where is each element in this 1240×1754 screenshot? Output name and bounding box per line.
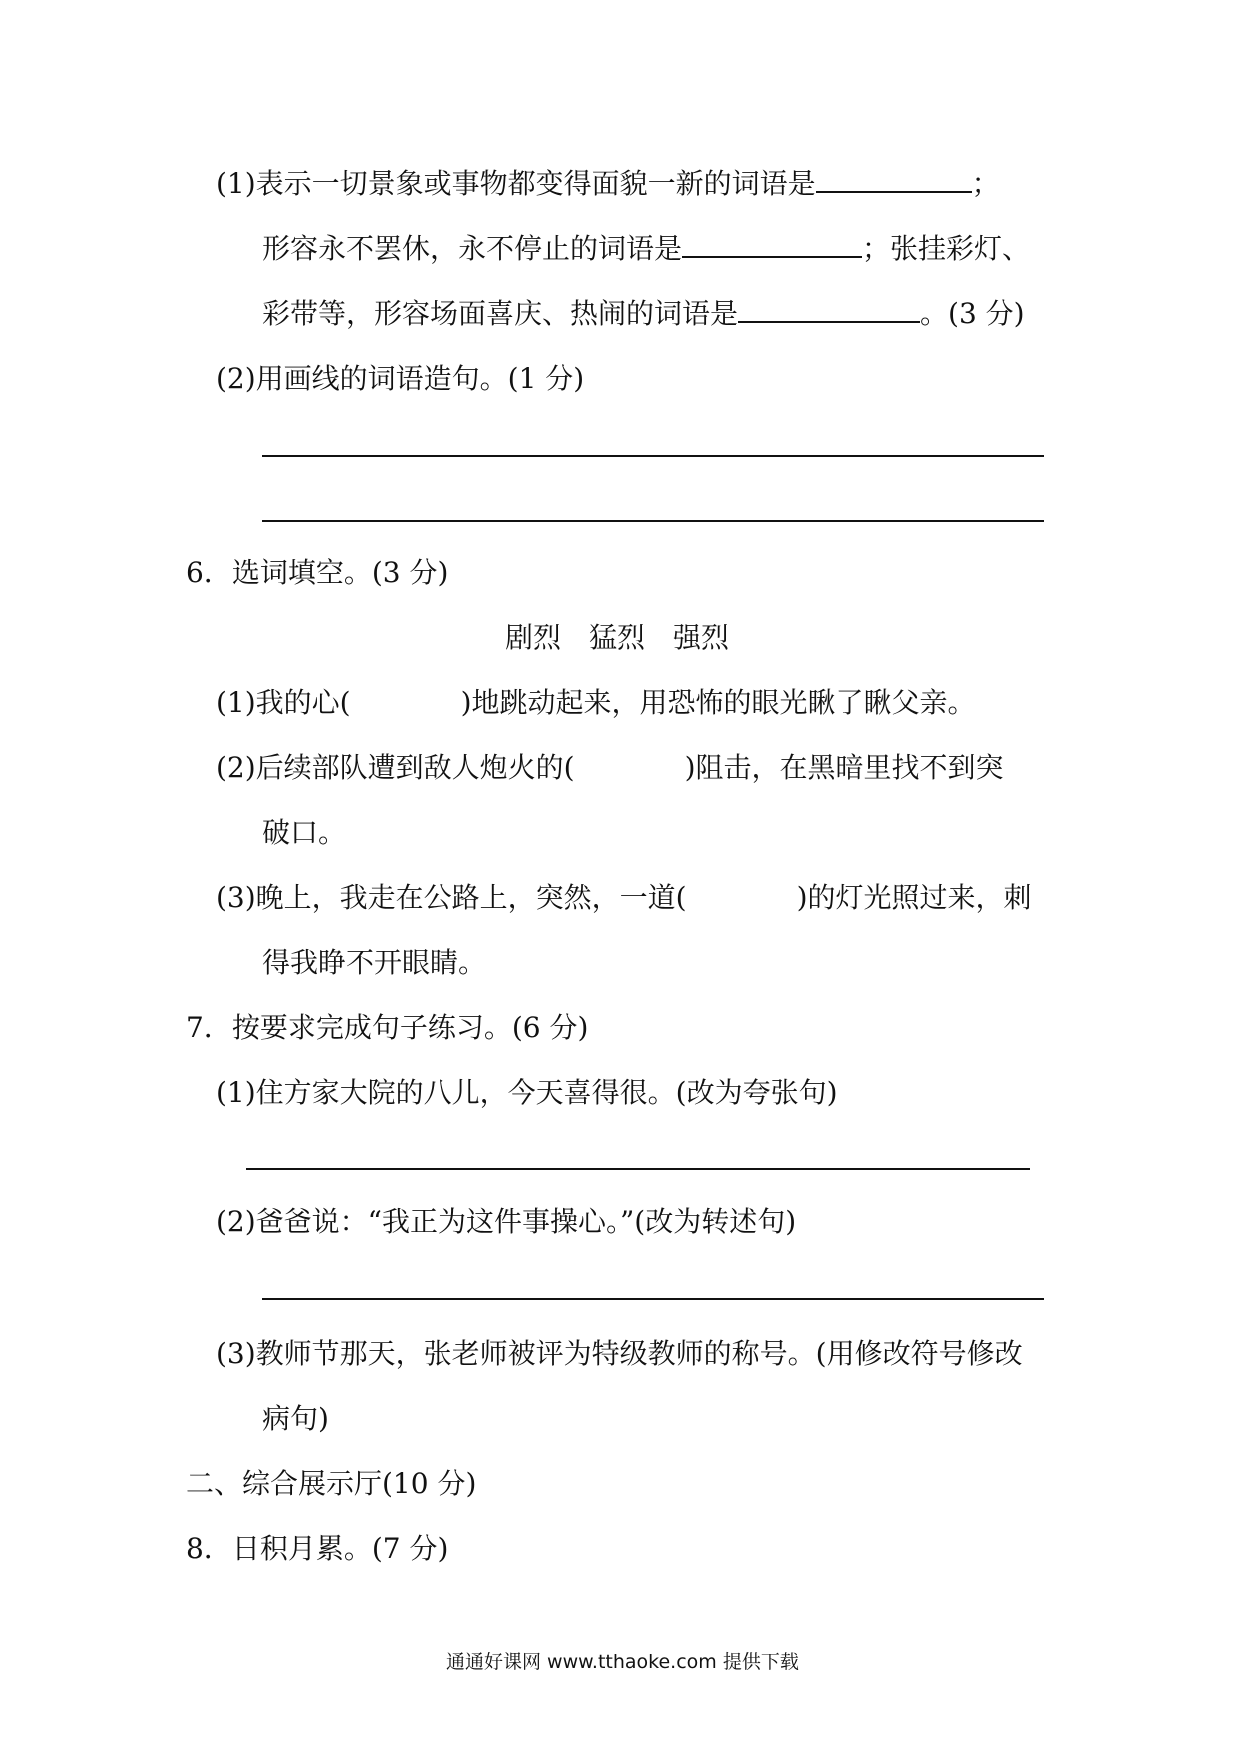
q5-part1-text-c: 彩带等，形容场面喜庆、热闹的词语是 — [262, 297, 739, 330]
q8-title: 8．日积月累。(7 分) — [186, 1532, 449, 1565]
answer-line-q7-2[interactable] — [262, 1298, 1044, 1300]
q6-s1-text-a: (1)我的心( — [216, 686, 351, 719]
q6-sentence-2-cont: 破口。 — [262, 816, 347, 849]
q6-s2-text-b: )阻击，在黑暗里找不到突 — [684, 751, 1004, 784]
answer-line-q7-1[interactable] — [246, 1168, 1030, 1170]
q6-s3-text-b: )的灯光照过来，刺 — [796, 881, 1032, 914]
q7-sentence-2: (2)爸爸说：“我正为这件事操心。”(改为转述句) — [216, 1205, 797, 1238]
q7-title: 7．按要求完成句子练习。(6 分) — [186, 1011, 589, 1044]
section-2-heading: 二、综合展示厅(10 分) — [186, 1467, 477, 1500]
answer-line-q5-1[interactable] — [262, 455, 1044, 457]
q6-word-options: 剧烈 猛烈 强烈 — [505, 621, 730, 654]
page-footer: 通通好课网 www.tthaoke.com 提供下载 — [446, 1651, 799, 1673]
q5-part2: (2)用画线的词语造句。(1 分) — [216, 362, 585, 395]
answer-blank-2[interactable] — [682, 230, 862, 258]
q6-s2-text-a: (2)后续部队遭到敌人炮火的( — [216, 751, 575, 784]
q5-part1-text-b: 形容永不罢休，永不停止的词语是 — [262, 232, 683, 265]
answer-line-q5-2[interactable] — [262, 520, 1044, 522]
q5-part1-text-a: (1)表示一切景象或事物都变得面貌一新的词语是 — [216, 167, 816, 200]
q6-s1-text-b: )地跳动起来，用恐怖的眼光瞅了瞅父亲。 — [460, 686, 976, 719]
q6-s3-text-a: (3)晚上，我走在公路上，突然，一道( — [216, 881, 687, 914]
q6-sentence-3-cont: 得我睁不开眼睛。 — [262, 946, 487, 979]
answer-blank-1[interactable] — [816, 165, 972, 193]
q6-sentence-1 — [216, 683, 976, 723]
q5-part1-text-c-end: 。(3 分) — [920, 297, 1025, 330]
q5-part1-line1 — [216, 164, 1000, 204]
q7-sentence-3-cont: 病句) — [262, 1402, 329, 1435]
q6-title: 6．选词填空。(3 分) — [186, 556, 449, 589]
q5-part1-text-b-end: ；张挂彩灯、 — [862, 232, 1031, 265]
q7-sentence-3: (3)教师节那天，张老师被评为特级教师的称号。(用修改符号修改 — [216, 1337, 1023, 1370]
q6-sentence-3 — [216, 878, 1032, 918]
q6-sentence-2 — [216, 748, 1004, 788]
q5-part1-line2 — [262, 229, 1030, 269]
q5-part1-text-a-end: ； — [971, 167, 1000, 200]
q7-sentence-1: (1)住方家大院的八儿，今天喜得很。(改为夸张句) — [216, 1076, 838, 1109]
answer-blank-3[interactable] — [738, 295, 920, 323]
q5-part1-line3 — [262, 294, 1025, 334]
